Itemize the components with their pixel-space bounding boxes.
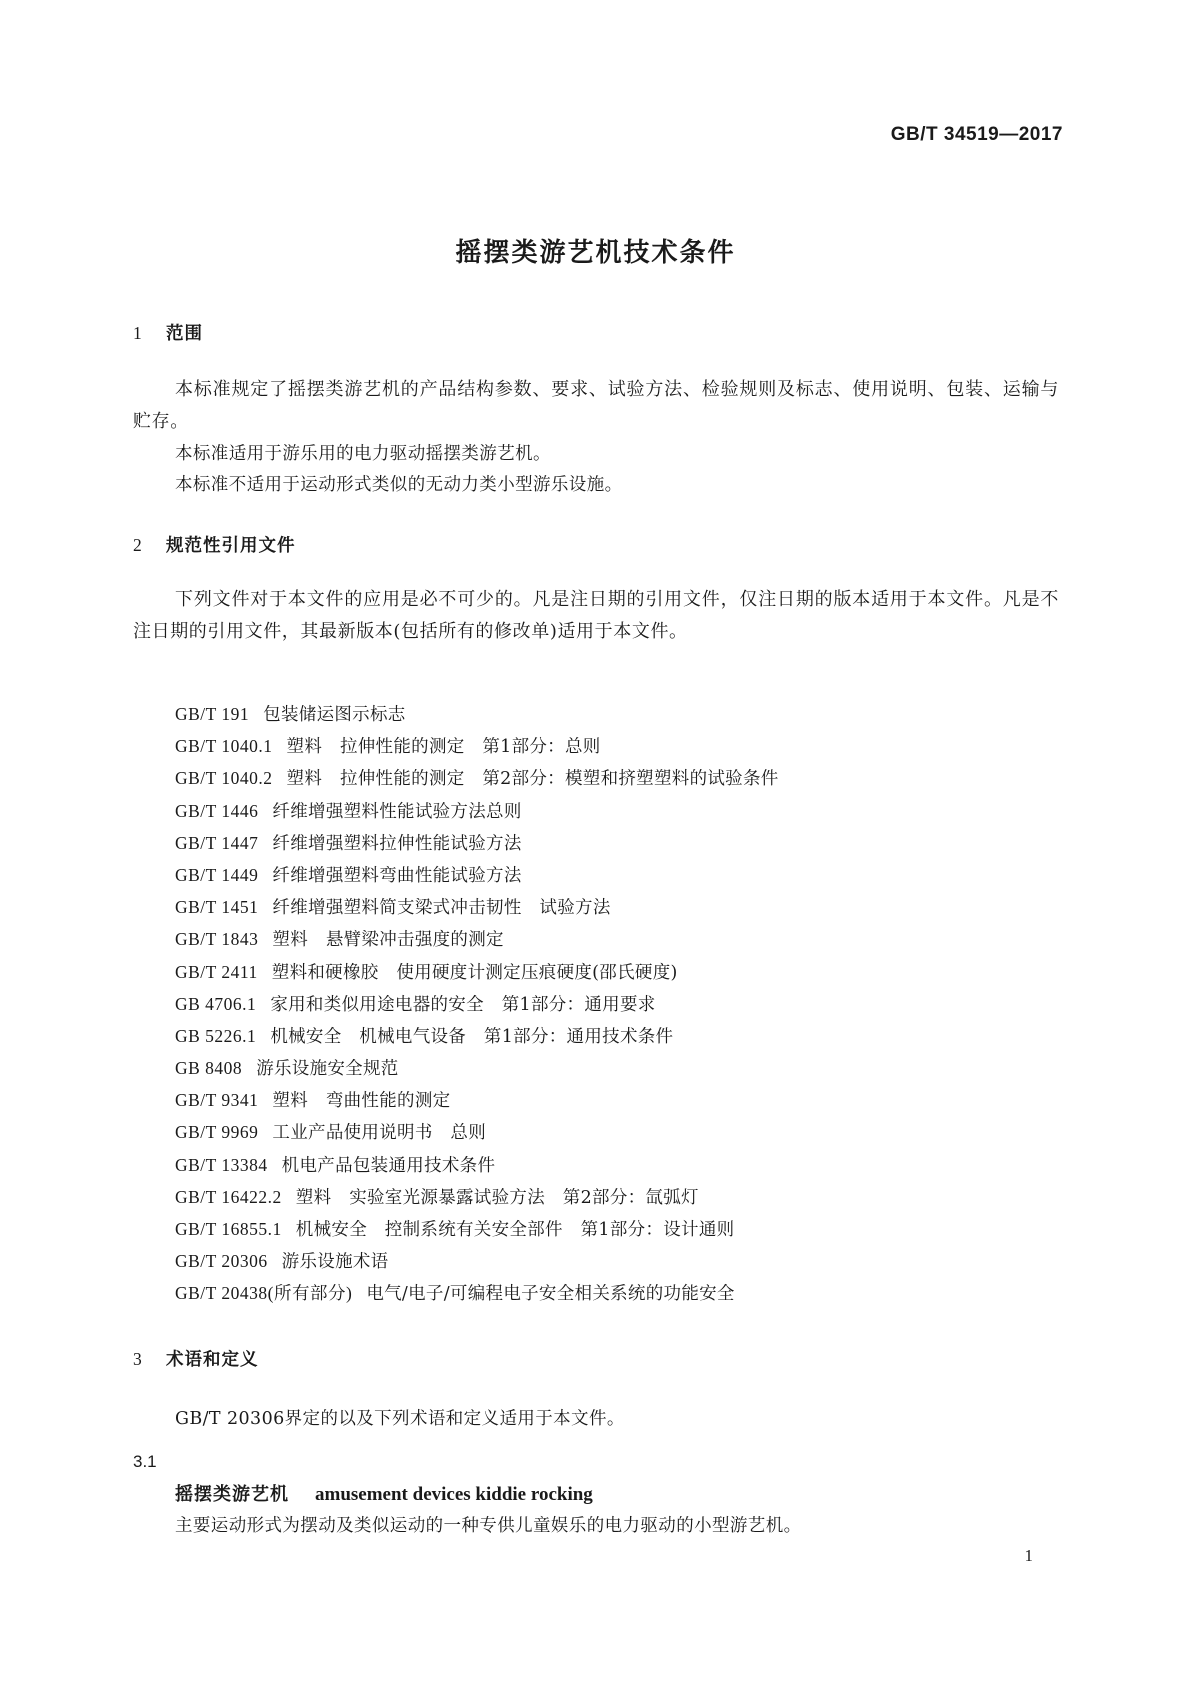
reference-code: GB/T 1451 [175, 897, 259, 918]
section-number: 1 [133, 323, 143, 343]
reference-item [175, 1181, 779, 1213]
scope-paragraph: 本标准不适用于运动形式类似的无动力类小型游乐设施。 [175, 475, 623, 495]
reference-name: 工业产品使用说明书 总则 [272, 1123, 487, 1144]
reference-name: 游乐设施术语 [281, 1252, 389, 1273]
reference-code: GB/T 13384 [175, 1154, 268, 1175]
reference-item [175, 1116, 779, 1148]
term-chinese: 摇摆类游艺机 [175, 1484, 289, 1505]
reference-name: 机械安全 机械电气设备 第1部分：通用技术条件 [270, 1026, 674, 1047]
reference-name: 塑料 拉伸性能的测定 第1部分：总则 [286, 737, 601, 758]
reference-name: 包装储运图示标志 [263, 705, 406, 725]
reference-name: 家用和类似用途电器的安全 第1部分：通用要求 [270, 994, 656, 1015]
reference-item [175, 698, 779, 730]
reference-code: GB/T 9969 [175, 1122, 259, 1143]
reference-item [175, 988, 779, 1020]
reference-code: GB/T 20438(所有部分) [175, 1283, 353, 1304]
reference-code: GB 5226.1 [175, 1025, 257, 1046]
terms-intro: GB/T 20306界定的以及下列术语和定义适用于本文件。 [175, 1409, 625, 1429]
reference-code: GB 8408 [175, 1058, 243, 1079]
reference-name: 纤维增强塑料弯曲性能试验方法 [272, 865, 522, 886]
reference-code: GB 4706.1 [175, 993, 257, 1014]
reference-code: GB/T 1040.1 [175, 736, 273, 757]
reference-item [175, 859, 779, 891]
reference-code: GB/T 1449 [175, 864, 259, 885]
reference-item [175, 1084, 779, 1116]
section-title: 范围 [166, 324, 203, 344]
reference-code: GB/T 191 [175, 704, 250, 724]
reference-item [175, 827, 779, 859]
standard-code: GB/T 34519—2017 [890, 124, 1063, 145]
reference-item [175, 1052, 779, 1084]
reference-code: GB/T 1447 [175, 832, 259, 853]
term-definition: 主要运动形式为摆动及类似运动的一种专供儿童娱乐的电力驱动的小型游艺机。 [175, 1516, 802, 1536]
reference-item [175, 1213, 779, 1245]
section-number: 3 [133, 1349, 143, 1369]
reference-item [175, 923, 779, 955]
reference-code: GB/T 1843 [175, 929, 259, 950]
reference-code: GB/T 1446 [175, 800, 259, 821]
scope-paragraph: 本标准适用于游乐用的电力驱动摇摆类游艺机。 [175, 444, 551, 464]
document-title: 摇摆类游艺机技术条件 [455, 238, 736, 268]
section-title: 术语和定义 [166, 1350, 259, 1370]
reference-item [175, 1149, 779, 1181]
page-number: 1 [1024, 1546, 1033, 1565]
reference-name: 机电产品包装通用技术条件 [281, 1155, 496, 1176]
reference-code: GB/T 9341 [175, 1090, 259, 1111]
clause-number: 3.1 [133, 1452, 157, 1471]
reference-item [175, 1245, 779, 1277]
references-intro: 下列文件对于本文件的应用是必不可少的。凡是注日期的引用文件，仅注日期的版本适用于本文件。凡是不注日期的引用文件，其最新版本(包括所有的修改单)适用于本文件。 [133, 589, 1059, 642]
reference-item [175, 891, 779, 923]
scope-paragraph: 本标准规定了摇摆类游艺机的产品结构参数、要求、试验方法、检验规则及标志、使用说明、包装、运输与贮存。 [133, 379, 1059, 432]
section-3-heading [133, 1346, 259, 1371]
reference-name: 纤维增强塑料拉伸性能试验方法 [272, 833, 522, 854]
reference-name: 电气/电子/可编程电子安全相关系统的功能安全 [366, 1284, 735, 1305]
reference-name: 塑料 弯曲性能的测定 [272, 1091, 451, 1112]
reference-name: 塑料和硬橡胶 使用硬度计测定压痕硬度(邵氏硬度) [271, 962, 678, 983]
reference-name: 机械安全 控制系统有关安全部件 第1部分：设计通则 [295, 1220, 735, 1240]
reference-code: GB/T 16422.2 [175, 1186, 282, 1207]
reference-name: 游乐设施安全规范 [256, 1059, 399, 1080]
term-english: amusement devices kiddie rocking [315, 1484, 593, 1505]
section-title: 规范性引用文件 [166, 536, 296, 556]
reference-item [175, 1020, 779, 1052]
reference-name: 塑料 拉伸性能的测定 第2部分：模塑和挤塑塑料的试验条件 [286, 769, 779, 790]
reference-code: GB/T 1040.2 [175, 768, 273, 789]
reference-code: GB/T 20306 [175, 1251, 268, 1272]
section-1-heading [133, 320, 203, 345]
term-entry [175, 1480, 593, 1506]
reference-name: 纤维增强塑料性能试验方法总则 [272, 801, 522, 822]
reference-name: 塑料 实验室光源暴露试验方法 第2部分：氙弧灯 [295, 1187, 699, 1208]
reference-item [175, 1277, 779, 1309]
reference-code: GB/T 16855.1 [175, 1219, 282, 1239]
reference-item [175, 730, 779, 762]
reference-name: 塑料 悬臂梁冲击强度的测定 [272, 930, 504, 951]
reference-item [175, 956, 779, 988]
reference-name: 纤维增强塑料简支梁式冲击韧性 试验方法 [272, 898, 611, 919]
reference-item [175, 762, 779, 794]
reference-item [175, 795, 779, 827]
section-2-heading [133, 532, 296, 557]
section-number: 2 [133, 535, 143, 555]
reference-list [175, 698, 779, 1310]
reference-code: GB/T 2411 [175, 961, 258, 982]
